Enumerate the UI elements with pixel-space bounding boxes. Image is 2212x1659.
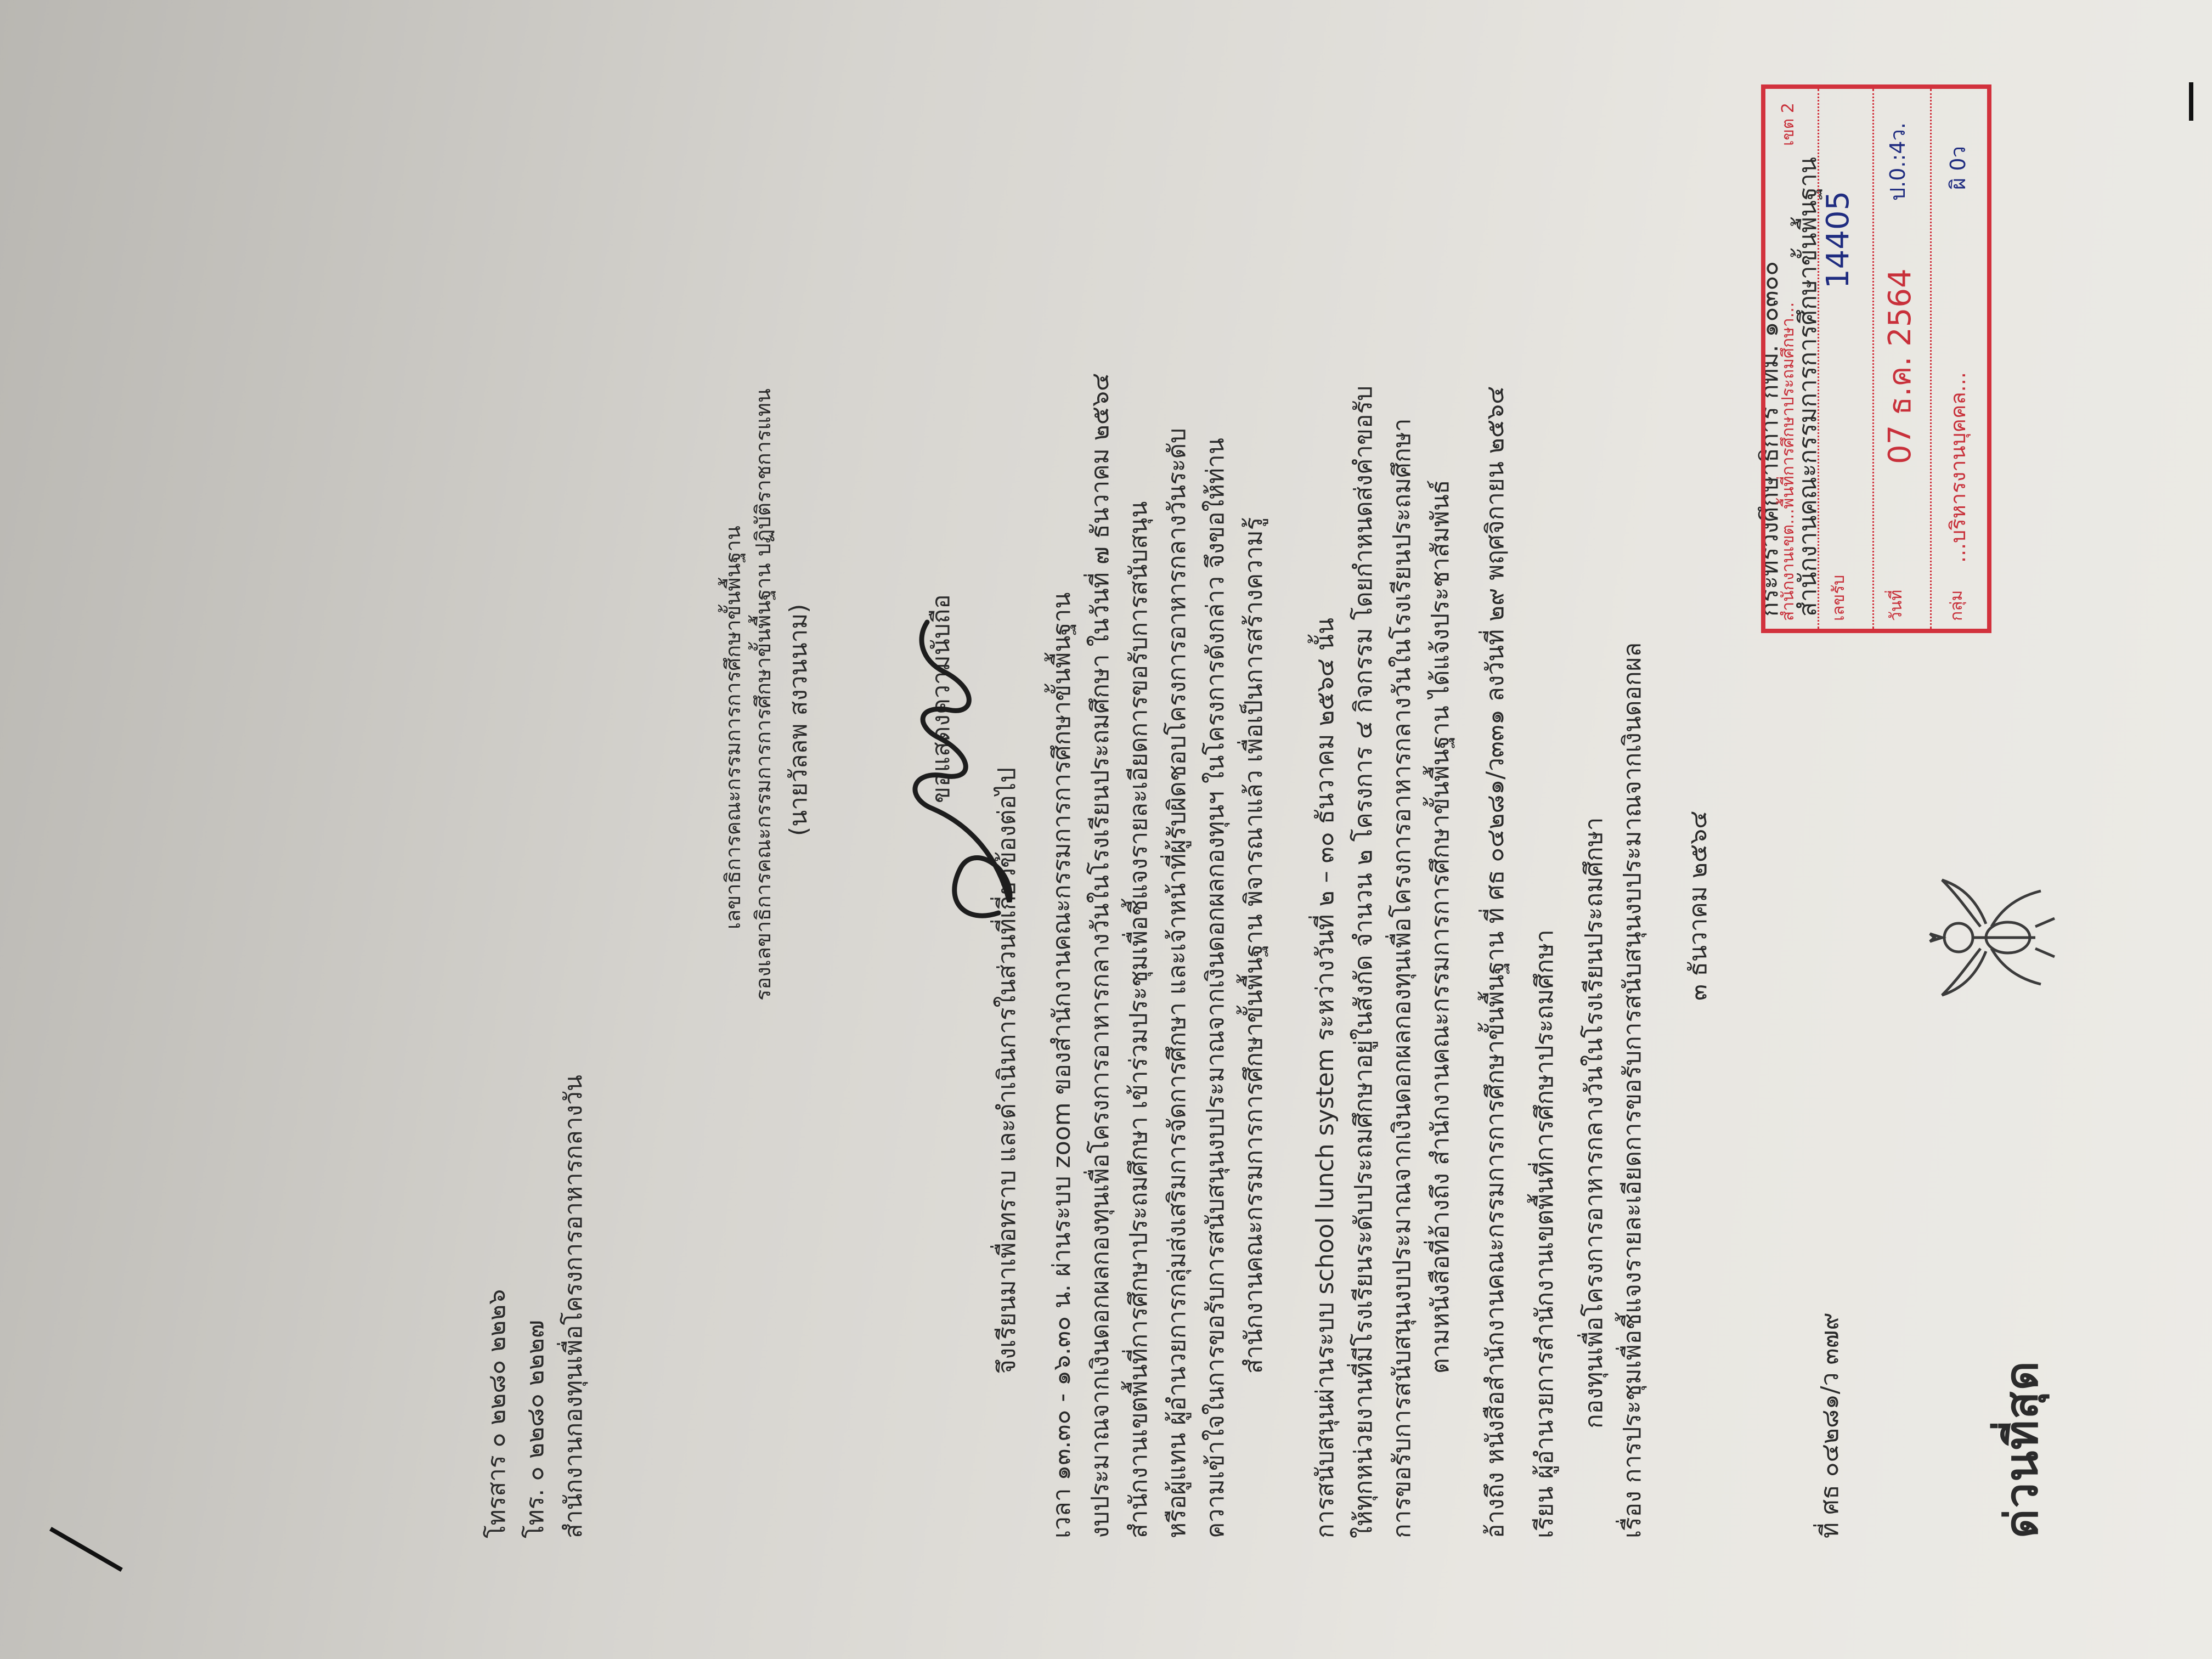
reference-line: อ้างถึง หนังสือสำนักงานคณะกรรมการการศึกษาขั้นพื้นฐาน ที่ ศธ ๐๔๒๘๑/ว๓๓๑ ลงวันที่ ๒๙ พฤศจิกายน ๒๕๖๔ [1481,386,1509,1538]
paragraph-line: สำนักงานเขตพื้นที่การศึกษาประถมศึกษา เข้าร่วมประชุมเพื่อชี้แจงรายละเอียดการขอรับการสนับสนุน [1125,501,1153,1538]
stamp-date-label: วันที่ [1887,589,1906,621]
paragraph-line: ตามหนังสือที่อ้างถึง สำนักงานคณะกรรมการการศึกษาขั้นพื้นฐาน ได้แจ้งประชาสัมพันธ์ [1426,479,1454,1374]
receiving-stamp [1761,84,1991,633]
subject-line: กองทุนเพื่อโครงการอาหารกลางวันในโรงเรียนประถมศึกษา [1580,817,1608,1429]
urgency-label: ด่วนที่สุด [1996,1360,2048,1538]
paragraph-line: การสนับสนุนผ่านระบบ school lunch system ระหว่างวันที่ ๒ – ๓๐ ธันวาคม ๒๕๖๔ นั้น [1311,618,1339,1538]
paragraph-line: เวลา ๑๓.๓๐ - ๑๖.๓๐ น. ผ่านระบบ zoom ของสำนักงานคณะกรรมการการศึกษาขั้นพื้นฐาน [1048,592,1076,1538]
footer-telephone: โทร. ๐ ๒๒๘๐ ๒๒๒๗ [521,1320,549,1538]
signer-position: รองเลขาธิการคณะกรรมการการศึกษาขั้นพื้นฐาน ปฏิบัติราชการแทน [751,388,775,1001]
handwritten-signature [834,606,1042,935]
regards-line: ขอแสดงความนับถือ [927,594,955,803]
paragraph-line: การขอรับการสนับสนุนงบประมาณจากเงินดอกผลกองทุนเพื่อโครงการอาหารกลางวันในโรงเรียนประถมศึกษา [1388,418,1416,1538]
stamp-zone: เขต 2 [1779,103,1798,146]
stamp-office: สำนักงานเขต...พื้นที่การศึกษาประถมศึกษา... [1779,302,1798,621]
signer-position: เลขาธิการคณะกรรมการการศึกษาขั้นพื้นฐาน [721,526,745,929]
footer-fax: โทรสาร ๐ ๒๒๘๐ ๒๒๒๖ [483,1289,511,1538]
paragraph-line: สำนักงานคณะกรรมการการศึกษาขั้นพื้นฐาน พิจารณาแล้ว เพื่อเป็นการสร้างความรู้ [1240,517,1268,1374]
stamp-receive-number: 14405 [1820,190,1856,289]
paragraph-line: หรือผู้แทน ผู้อำนวยการกลุ่มส่งเสริมการจัดการศึกษา และเจ้าหน้าที่ผู้รับผิดชอบโครงการอาหารกลางวันระดับ [1163,428,1191,1538]
paragraph-line: ความเข้าใจในการขอรับการสนับสนุนงบประมาณจากเงินดอกผลกองทุนฯ ในโครงการดังกล่าว จึงขอให้ท่าน [1201,438,1229,1538]
sender-organization: สำนักงานคณะกรรมการการศึกษาขั้นพื้นฐาน [1794,157,1822,617]
recipient-line: เรียน ผู้อำนวยการสำนักงานเขตพื้นที่การศึกษาประถมศึกษา [1531,929,1559,1538]
document-date: ๓ ธันวาคม ๒๕๖๔ [1684,810,1712,1001]
paragraph-line: งบประมาณจากเงินดอกผลกองทุนเพื่อโครงการอาหารกลางวันในโรงเรียนประถมศึกษา ในวันที่ ๗ ธันวาคม ๒๕๖๔ [1086,373,1114,1538]
stamp-group-label: กลุ่ม [1947,590,1966,621]
sender-address: กระทรวงศึกษาธิการ กทม. ๑๐๓๐๐ [1756,261,1784,617]
stamp-group: ...บริหารงานบุคคล... [1946,372,1970,563]
footer-office: สำนักงานกองทุนเพื่อโครงการอาหารกลางวัน [560,1075,588,1538]
paragraph-line: ให้ทุกหน่วยงานที่มีโรงเรียนระดับประถมศึกษาอยู่ในสังกัด จำนวน ๒ โครงการ ๔ กิจกรรม โดยกำหนดส่งคำขอรับ [1350,385,1378,1538]
subject-line: เรื่อง การประชุมเพื่อชี้แจงรายละเอียดการขอรับการสนับสนุนงบประมาณจากเงินดอกผล [1618,642,1646,1538]
garuda-emblem-icon [1926,874,2057,1001]
stamp-receive-label: เลขรับ [1829,574,1848,621]
closing-line: จึงเรียนมาเพื่อทราบ และดำเนินการในส่วนที่เกี่ยวข้องต่อไป [993,767,1021,1374]
signer-name: (นายวัลลพ สงวนนาม) [785,603,812,836]
reference-number: ที่ ศธ ๐๔๒๘๑/ว ๓๗๙ [1816,1312,1844,1538]
stamp-date: 07 ธ.ค. 2564 [1882,268,1918,464]
stamp-group-note: ผิ 0ว [1946,146,1970,190]
stamp-time: ป.0.:4ว. [1886,122,1910,201]
